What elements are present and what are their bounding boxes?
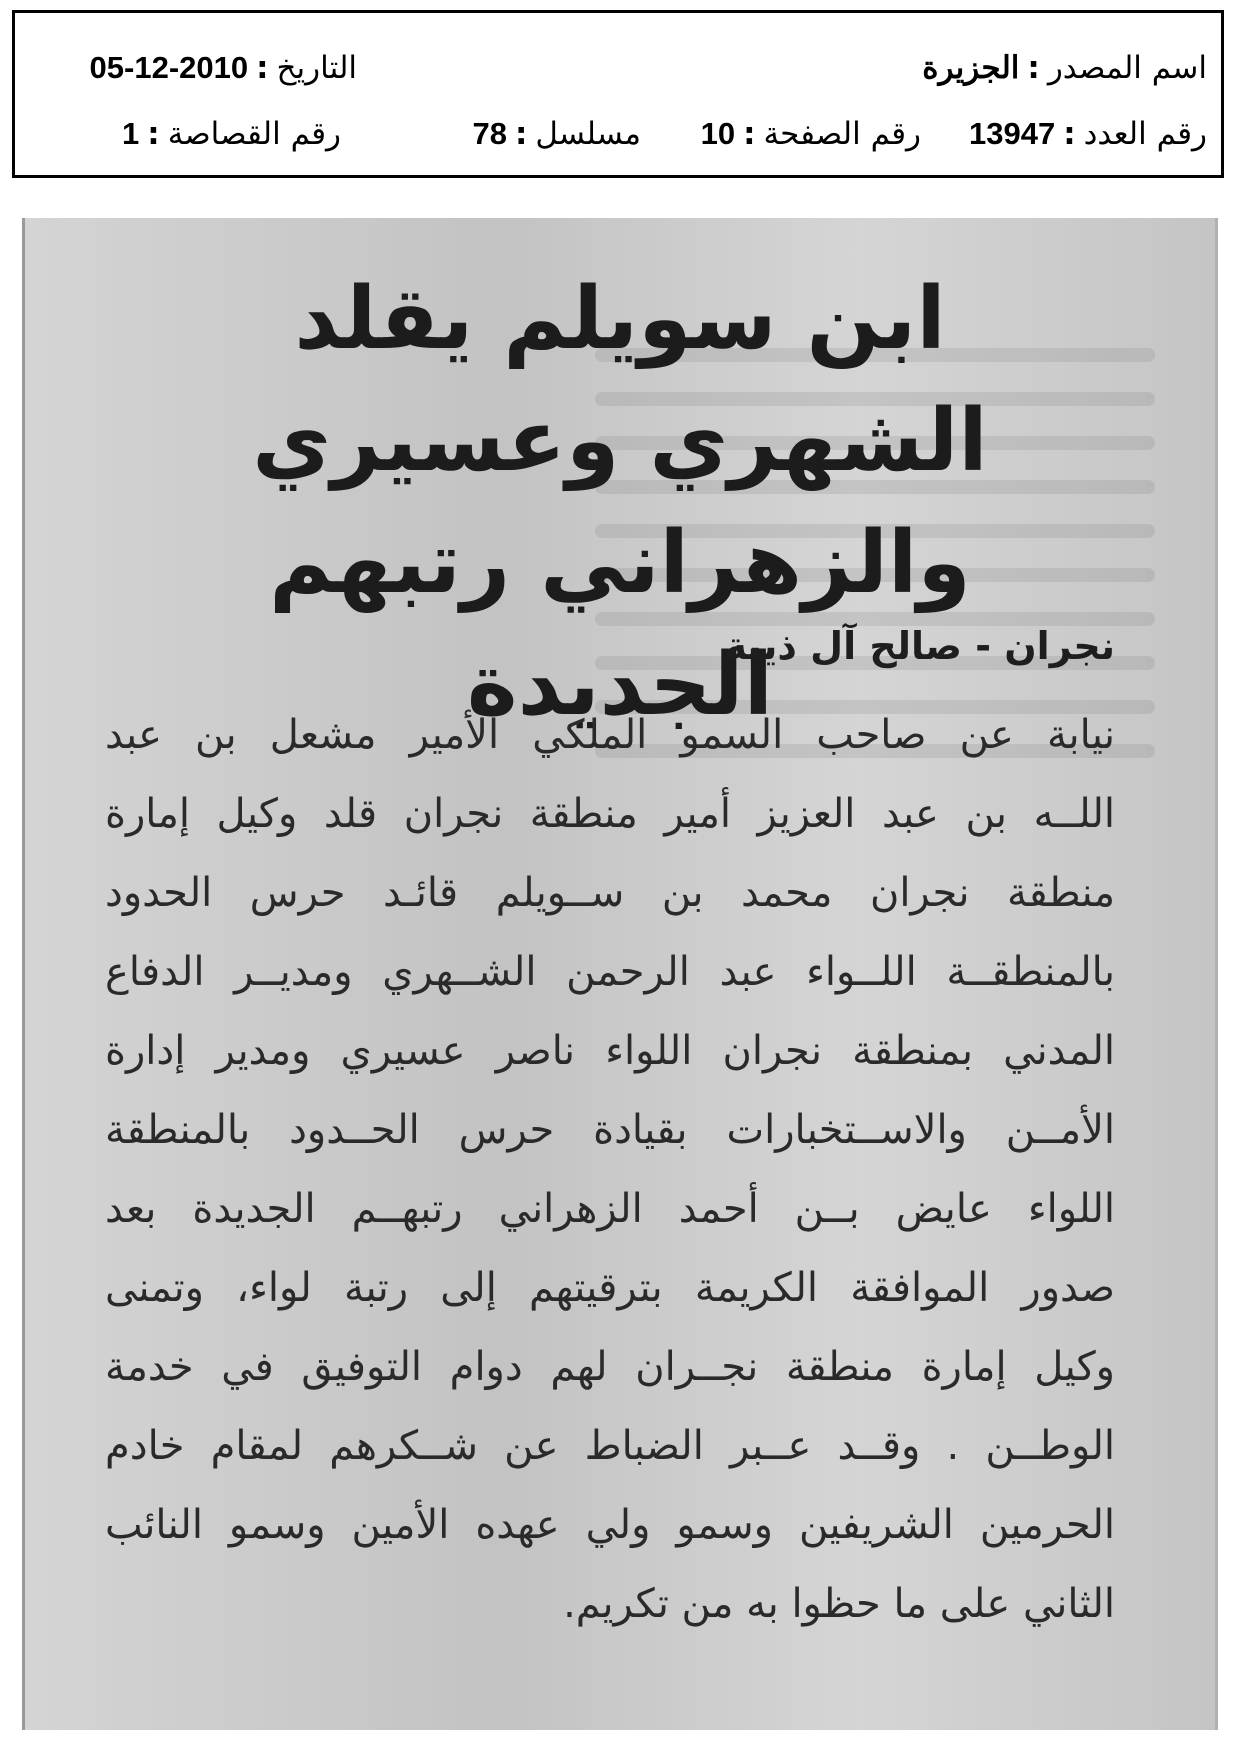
clipping-label: رقم القصاصة [167, 116, 341, 152]
article-body [105, 696, 1115, 1644]
body-line: منطقة نجران محمد بن ســويلم قائـد حرس الحدود [105, 870, 1115, 916]
page-separator: : [743, 116, 756, 152]
page-field [701, 109, 921, 159]
page-label: رقم الصفحة [763, 116, 921, 152]
date-label: التاريخ [276, 50, 357, 86]
body-line: اللواء عايض بــن أحمد الزهراني رتبهــم الجديدة بعد [105, 1186, 1115, 1232]
body-line: الثاني على ما حظوا به من تكريم. [563, 1581, 1115, 1627]
date-field [90, 43, 357, 93]
date-value: 2010-12-05 [89, 50, 249, 85]
serial-field [472, 109, 641, 159]
date-separator: : [256, 50, 269, 86]
newspaper-clipping [22, 218, 1218, 1730]
article-byline: نجران - صالح آل ذيبة [724, 624, 1115, 668]
headline-line-1: ابن سويلم يقلد الشهري وعسيري [252, 269, 988, 491]
body-line: وكيل إمارة منطقة نجــران لهم دوام التوفيق في خدمة [105, 1344, 1115, 1390]
serial-label: مسلسل [535, 116, 641, 152]
body-line: المدني بمنطقة نجران اللواء ناصر عسيري ومدير إدارة [105, 1028, 1115, 1074]
source-value: الجزيرة [922, 50, 1020, 85]
metadata-row-1 [15, 43, 1221, 93]
source-field [922, 43, 1207, 93]
clipping-value: 1 [122, 116, 140, 151]
headline-line-2: والزهراني رتبهم الجديدة [269, 513, 971, 735]
source-separator: : [1027, 50, 1040, 86]
body-line: بالمنطقــة اللــواء عبد الرحمن الشــهري ومديــر الدفاع [105, 949, 1115, 995]
serial-value: 78 [472, 116, 507, 151]
issue-label: رقم العدد [1083, 116, 1207, 152]
clipping-separator: : [147, 116, 160, 152]
source-label: اسم المصدر [1047, 50, 1207, 86]
metadata-box [12, 10, 1224, 178]
issue-separator: : [1063, 116, 1076, 152]
serial-separator: : [514, 116, 528, 152]
body-line: صدور الموافقة الكريمة بترقيتهم إلى رتبة لواء، وتمنى [105, 1265, 1115, 1311]
metadata-row-2 [15, 109, 1221, 159]
body-line: الحرمين الشريفين وسمو ولي عهده الأمين وسمو النائب [105, 1502, 1115, 1548]
issue-field [969, 109, 1207, 159]
issue-value: 13947 [969, 116, 1056, 151]
body-line: الأمــن والاســتخبارات بقيادة حرس الحــدود بالمنطقة [105, 1107, 1115, 1153]
body-line: نيابة عن صاحب السمو الملكي الأمير مشعل بن عبد [105, 712, 1115, 758]
clipping-field [122, 109, 341, 159]
body-line: اللــه بن عبد العزيز أمير منطقة نجران قلد وكيل إمارة [105, 791, 1115, 837]
body-line: الوطــن . وقــد عــبر الضباط عن شــكرهم لمقام خادم [105, 1423, 1115, 1469]
page-value: 10 [700, 116, 736, 151]
